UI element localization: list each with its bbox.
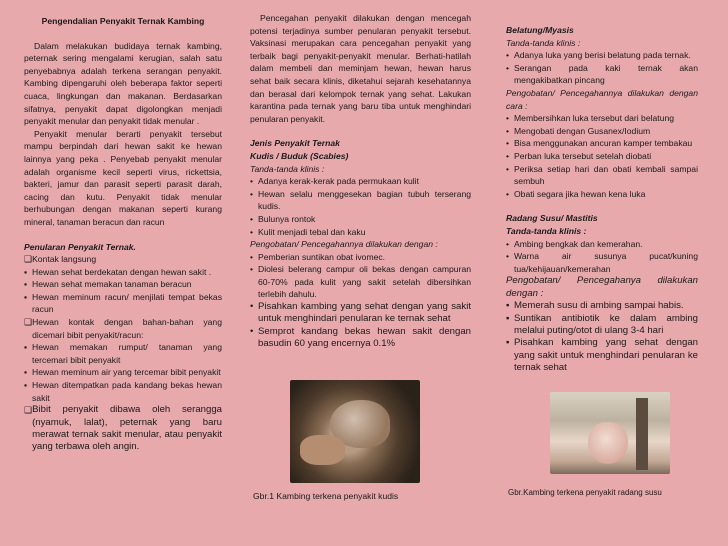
- brochure-title: Pengendalian Penyakit Ternak Kambing: [41, 16, 205, 26]
- mastitis-photo-caption: Gbr.Kambing terkena penyakit radang susu: [508, 488, 662, 497]
- list-item: • Adanya luka yang berisi belatung pada ternak.: [506, 50, 691, 61]
- list-item: • Bulunya rontok: [250, 213, 316, 224]
- list-item: ▪ Pisahkan kambing yang sehat dengan yang sakit untuk menghindari penularan ke ternak sehat: [506, 337, 698, 374]
- list-item: • Perban luka tersebut setelah diobati: [506, 150, 652, 161]
- myasis-treatment-label: Pengobatan/ Pencegahannya dilakukan dengan cara :: [506, 87, 698, 111]
- right-column: [506, 24, 698, 375]
- hand-shape: [300, 435, 345, 465]
- list-item: ▪ Hewan sehat berdekatan dengan hewan sakit .: [24, 266, 212, 277]
- scabies-photo-caption: Gbr.1 Kambing terkena penyakit kudis: [253, 491, 399, 501]
- list-item: • Hewan selalu menggesekan bagian tubuh terserang kudis.: [250, 188, 471, 212]
- udder-shape: [588, 422, 628, 464]
- list-item: • Pisahkan kambing yang sehat dengan yang sakit untuk menghindari penularan ke ternak sehat: [250, 301, 471, 325]
- list-item: • Pemberian suntikan obat ivomec.: [250, 251, 386, 262]
- list-item: • Diolesi belerang campur oli bekas dengan campuran 60-70% pada kulit yang sakit setelah dibersihkan terlebih dahulu.: [250, 264, 471, 300]
- prevention-paragraph: Pencegahan penyakit dilakukan dengan mencegah potensi terjadinya sumber penularan penyakit tersebut. Vaksinasi merupakan cara pencegahan penyakit yang terbaik bagi penyakit-penyakit menular. Berhati-hatilah dalam membeli dan meminjam hewan, hewan harus sehat baik secara klinis, diketahui sejarah kesehatannya dan berasal dari kelompok ternak yang sehat. Lakukan karantina pada ternak yang baru tiba untuk menghindari penularan penyakit.: [250, 13, 471, 124]
- list-item: ▪ Hewan memakan rumput/ tanaman yang tercemari bibit penyakit: [24, 342, 222, 365]
- mastitis-heading: Radang Susu/ Mastitis: [506, 213, 598, 224]
- list-item: • Ambing bengkak dan kemerahan.: [506, 238, 643, 249]
- list-item: • Periksa setiap hari dan obati kembali sampai sembuh: [506, 163, 698, 187]
- contagious-paragraph: Penyakit menular berarti penyakit tersebut mampu berpindah dari hewan sakit ke hewan lainnya yang peka . Penyebab penyakit menular adalah organisme kecil seperti virus, rickettsia, bakteri, jamur dan parasit seperti parasit darah, cacing dan kutu. Penyakit tidak menular berhubungan dengan makanan seperti kurang mineral, tanaman beracun dan racun: [24, 128, 222, 227]
- list-item: • Bisa menggunakan ancuran kamper tembakau: [506, 138, 693, 149]
- middle-column: [250, 12, 471, 351]
- disease-types-heading: Jenis Penyakit Ternak: [250, 138, 340, 149]
- list-item: • Adanya kerak-kerak pada permukaan kulit: [250, 176, 419, 187]
- left-column: [24, 15, 222, 454]
- mastitis-treatment-label: Pengobatan/ Pencegahanya dilakukan dengan :: [506, 275, 698, 299]
- list-item: • Semprot kandang bekas hewan sakit dengan basudin 60 yang encernya 0.1%: [250, 325, 471, 350]
- mastitis-signs-label: Tanda-tanda klinis :: [506, 225, 587, 236]
- leg-shape: [636, 398, 648, 470]
- list-item: • Obati segara jika hewan kena luka: [506, 188, 646, 199]
- list-item: • Mengobati dengan Gusanex/Iodium: [506, 125, 651, 136]
- myasis-signs-label: Tanda-tanda klinis :: [506, 37, 581, 48]
- list-item: ❑ Bibit penyakit dibawa oleh serangga (nyamuk, lalat), peternak yang baru merawat ternak sakit menular, atau penyakit yang terbawa oleh angin.: [24, 404, 222, 453]
- scabies-goat-photo: [290, 380, 420, 483]
- mastitis-goat-photo: [550, 392, 670, 474]
- list-item: ▪ Memerah susu di ambing sampai habis.: [506, 300, 684, 312]
- scabies-heading: Kudis / Buduk (Scabies): [250, 150, 349, 161]
- list-item: ❑ Hewan kontak dengan bahan-bahan yang dicemari bibit penyakit/racun:: [24, 317, 222, 340]
- transmission-list: [24, 253, 222, 454]
- list-item: • Serangan pada kaki ternak akan mengakibatkan pincang: [506, 62, 698, 86]
- scabies-treatment-label: Pengobatan/ Pencegahannya dilakukan dengan :: [250, 239, 438, 250]
- myasis-heading: Belatung/Myasis: [506, 25, 574, 35]
- list-item: ▪ Hewan meminum air yang tercemar bibit penyakit: [24, 367, 221, 378]
- list-item: • Kulit menjadi tebal dan kaku: [250, 226, 366, 237]
- list-item: • Membersihkan luka tersebut dari belatung: [506, 113, 675, 124]
- list-item: ▪ Hewan meminum racun/ menjilati tempat bekas racun: [24, 291, 222, 315]
- list-item: • Warna air susunya pucat/kuning tua/kehijauan/kemerahan: [506, 251, 698, 274]
- list-item: ▪ Hewan sehat memakan tanaman beracun: [24, 279, 192, 290]
- list-item: ▪ Hewan ditempatkan pada kandang bekas hewan sakit: [24, 380, 222, 403]
- intro-paragraph: Dalam melakukan budidaya ternak kambing, peternak sering mengalami kerugian, salah satu penyebabnya adalah terkena serangan penyakit. Kambing dipengaruhi oleh beberapa faktor seperti cuaca, lingkungan dan makanan. Berdasarkan sifatnya, penyakit dapat digolongkan menjadi penyakit menular dan penyakit tidak menular .: [24, 40, 222, 127]
- list-item: ▪ Suntikan antibiotik ke dalam ambing melalui puting/otot di ulang 3-4 hari: [506, 312, 698, 336]
- transmission-heading: Penularan Penyakit Ternak.: [24, 241, 136, 252]
- scabies-signs-label: Tanda-tanda klinis :: [250, 163, 325, 174]
- list-item: ❑ Kontak langsung: [24, 254, 97, 265]
